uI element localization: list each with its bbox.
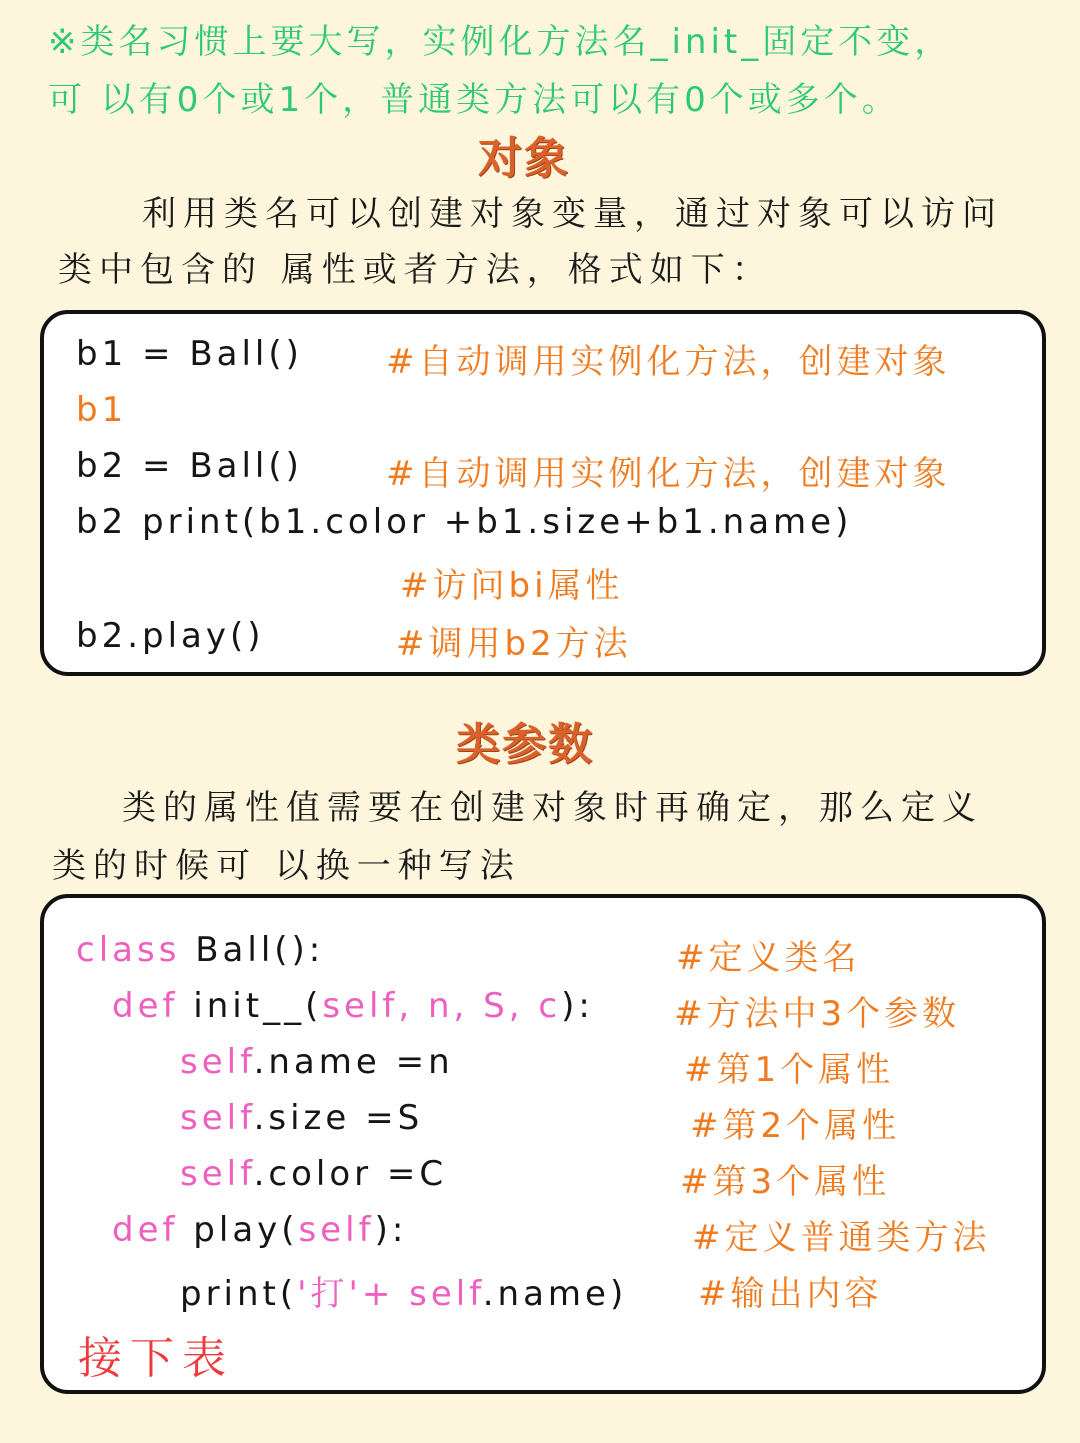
code-box-class-definition — [40, 894, 1046, 1394]
code1-line-4: b2 print(b1.color +b1.size+b1.name) — [76, 502, 853, 542]
code1-line-1: b1 = Ball() — [76, 334, 303, 374]
code1-line-2-comment: b1 — [76, 390, 128, 430]
params-paragraph-line-2: 类的时候可 以换一种写法 — [52, 846, 521, 886]
keyword-def: def — [112, 986, 179, 1026]
code2-line-6 — [112, 1210, 407, 1250]
code1-line-1-comment: #自动调用实例化方法，创建对象 — [386, 342, 951, 382]
keyword-class: class — [76, 930, 181, 970]
init-params: self, n, S, c — [322, 986, 562, 1026]
code2-line-3-comment: #第1个属性 — [684, 1050, 895, 1090]
code2-line-1 — [76, 930, 324, 970]
print-call: print( — [180, 1274, 298, 1314]
code1-line-3-comment: #自动调用实例化方法，创建对象 — [386, 454, 951, 494]
params-paragraph-line-1: 类的属性值需要在创建对象时再确定，那么定义 — [122, 788, 983, 828]
code2-line-3 — [180, 1042, 454, 1082]
code2-line-4-comment: #第2个属性 — [690, 1106, 901, 1146]
attr-name-assign: .name =n — [253, 1042, 454, 1082]
class-name: Ball(): — [180, 930, 325, 970]
code1-line-5-comment: #访问bi属性 — [400, 566, 624, 606]
code2-line-2 — [112, 986, 594, 1026]
self-ref: self — [180, 1154, 254, 1194]
code2-line-4 — [180, 1098, 423, 1138]
code1-line-6: b2.play() — [76, 616, 265, 656]
code2-line-5-comment: #第3个属性 — [680, 1162, 891, 1202]
init-method-name: init__( — [178, 986, 323, 1026]
object-paragraph-line-2: 类中包含的 属性或者方法，格式如下： — [58, 250, 773, 290]
object-paragraph-line-1: 利用类名可以创建对象变量，通过对象可以访问 — [142, 194, 1003, 234]
print-call-end: .name) — [482, 1274, 628, 1314]
code2-line-6-comment: #定义普通类方法 — [692, 1218, 991, 1258]
code2-line-7 — [180, 1266, 627, 1315]
code1-line-6-comment: #调用b2方法 — [396, 624, 632, 664]
init-signature-end: ): — [561, 986, 594, 1026]
code-box-object-usage — [40, 310, 1046, 676]
section-title-object: 对象 — [478, 133, 570, 184]
code2-line-2-comment: #方法中3个参数 — [674, 994, 961, 1034]
section-title-class-params: 类参数 — [456, 719, 594, 770]
print-argument: '打'+ self — [297, 1274, 483, 1314]
keyword-def: def — [112, 1210, 179, 1250]
note-line-1: ※类名习惯上要大写，实例化方法名_init_固定不变， — [48, 22, 953, 62]
self-param: self — [298, 1210, 375, 1250]
note-line-2: 可 以有0个或1个，普通类方法可以有0个或多个。 — [48, 80, 900, 120]
play-method-name: play( — [178, 1210, 299, 1250]
code2-line-1-comment: #定义类名 — [676, 938, 861, 978]
play-signature-end: ): — [374, 1210, 408, 1250]
code2-line-5 — [180, 1154, 447, 1194]
attr-color-assign: .color =C — [253, 1154, 448, 1194]
self-ref: self — [180, 1098, 254, 1138]
code1-line-3: b2 = Ball() — [76, 446, 303, 486]
self-ref: self — [180, 1042, 254, 1082]
attr-size-assign: .size =S — [253, 1098, 424, 1138]
code2-line-7-comment: #输出内容 — [698, 1274, 883, 1314]
continued-label: 接下表 — [78, 1333, 234, 1384]
